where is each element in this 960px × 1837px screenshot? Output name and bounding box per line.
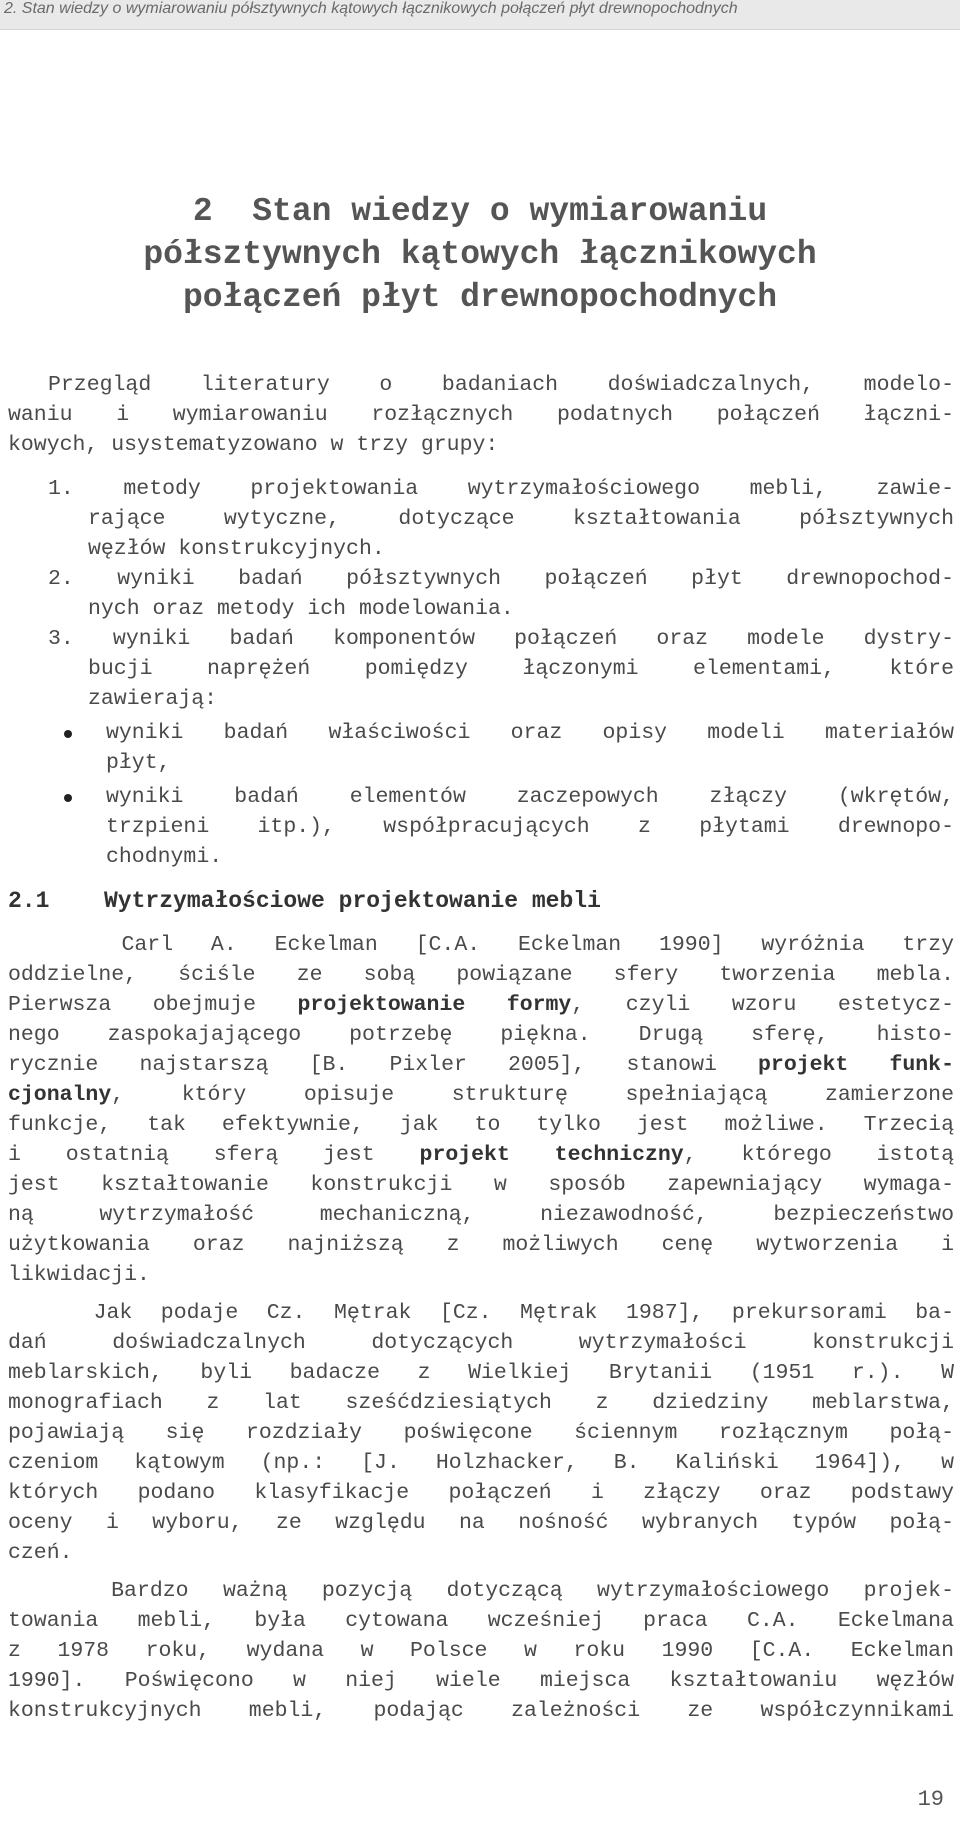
text-line: zawierają:	[88, 687, 218, 711]
text-line: bucji naprężeń pomiędzy łączonymi elementami, które	[88, 657, 954, 681]
text-line: towania mebli, była cytowana wcześniej praca C.A. Eckelmana	[8, 1609, 954, 1633]
bold-term: cjonalny	[8, 1083, 112, 1107]
section-heading	[8, 886, 954, 916]
bullet-icon	[64, 730, 72, 738]
text-line: Carl A. Eckelman [C.A. Eckelman 1990] wyróżnia trzy	[8, 933, 954, 957]
text-line: nych oraz metody ich modelowania.	[88, 597, 514, 621]
text-line: których podano klasyfikacje połączeń i złączy oraz podstawy	[8, 1481, 954, 1505]
section-title: Wytrzymałościowe projektowanie mebli	[104, 888, 601, 914]
numbered-list-item	[48, 474, 954, 564]
text-line: monografiach z lat sześćdziesiątych z dziedziny meblarstwa,	[8, 1391, 954, 1415]
chapter-title-line: półsztywnych kątowych łącznikowych	[143, 236, 817, 273]
text-line: czeń.	[8, 1541, 73, 1565]
paragraph	[8, 1298, 954, 1568]
text-line: kowych, usystematyzowano w trzy grupy:	[8, 433, 499, 457]
text-line: 2. wyniki badań półsztywnych połączeń płyt drewnopochod-	[48, 567, 954, 591]
text-line: Jak podaje Cz. Mętrak [Cz. Mętrak 1987], prekursorami ba-	[8, 1301, 954, 1325]
text-line: nego zaspokajającego potrzebę piękna. Drugą sferę, histo-	[8, 1023, 954, 1047]
text-line: jest kształtowanie konstrukcji w sposób zapewniający wymaga-	[8, 1173, 954, 1197]
bold-term: projekt funk-	[758, 1053, 954, 1077]
text-line: Bardzo ważną pozycją dotyczącą wytrzymałościowego projek-	[8, 1579, 954, 1603]
text-line: oceny i wyboru, ze względu na nośność wybranych typów połą-	[8, 1511, 954, 1535]
text-line: trzpieni itp.), współpracujących z płytami drewnopo-	[106, 815, 954, 839]
text-line: chodnymi.	[106, 845, 223, 869]
section-number: 2.1	[8, 888, 50, 914]
chapter-title	[0, 190, 960, 319]
bold-term: projektowanie formy	[297, 993, 572, 1017]
text-line: ną wytrzymałość mechaniczną, niezawodność, bezpieczeństwo	[8, 1203, 954, 1227]
text-line: 1. metody projektowania wytrzymałościowego mebli, zawie-	[48, 477, 954, 501]
text-line: pojawiają się rozdziały poświęcone ściennym rozłącznym połą-	[8, 1421, 954, 1445]
text-line: likwidacji.	[8, 1263, 150, 1287]
text-line: meblarskich, byli badacze z Wielkiej Brytanii (1951 r.). W	[8, 1361, 954, 1385]
text-line: węzłów konstrukcyjnych.	[88, 537, 385, 561]
text-line: cjonalny, który opisuje strukturę spełniającą zamierzone	[8, 1083, 954, 1107]
paragraph	[8, 1576, 954, 1726]
text-line: czeniom kątowym (np.: [J. Holzhacker, B. Kaliński 1964]), w	[8, 1451, 954, 1475]
bullet-item	[106, 782, 954, 872]
numbered-list-item	[48, 624, 954, 714]
text-line: waniu i wymiarowaniu rozłącznych podatnych połączeń łączni-	[8, 403, 954, 427]
text-line: Pierwsza obejmuje projektowanie formy, czyli wzoru estetycz-	[8, 993, 955, 1017]
text-line: dań doświadczalnych dotyczących wytrzymałości konstrukcji	[8, 1331, 954, 1355]
bullet-item	[106, 718, 954, 778]
bold-term: projekt techniczny	[419, 1143, 684, 1167]
text-line: z 1978 roku, wydana w Polsce w roku 1990 [C.A. Eckelman	[8, 1639, 954, 1663]
text-line: konstrukcyjnych mebli, podając zależności ze współczynnikami	[8, 1699, 954, 1723]
page-body	[8, 370, 954, 1726]
numbered-list-item	[48, 564, 954, 624]
intro-paragraph	[8, 370, 954, 460]
bullet-icon	[64, 794, 72, 802]
numbered-list	[8, 474, 954, 714]
chapter-title-line: połączeń płyt drewnopochodnych	[182, 279, 778, 316]
running-header: 2. Stan wiedzy o wymiarowaniu półsztywnych kątowych łącznikowych połączeń płyt drewnopochodnych	[0, 0, 960, 30]
text-line: płyt,	[106, 751, 171, 775]
text-line: Przegląd literatury o badaniach doświadczalnych, modelo-	[48, 373, 954, 397]
text-line: 3. wyniki badań komponentów połączeń oraz modele dystry-	[48, 627, 954, 651]
text-line: wyniki badań właściwości oraz opisy modeli materiałów	[106, 721, 954, 745]
bullet-list	[8, 718, 954, 872]
page-number: 19	[917, 1787, 944, 1812]
text-line: 1990]. Poświęcono w niej wiele miejsca kształtowaniu węzłów	[8, 1669, 954, 1693]
text-line: oddzielne, ściśle ze sobą powiązane sfery tworzenia mebla.	[8, 963, 954, 987]
text-line: rycznie najstarszą [B. Pixler 2005], stanowi projekt funk-	[8, 1053, 954, 1077]
chapter-title-line: 2 Stan wiedzy o wymiarowaniu	[192, 193, 768, 230]
text-line: i ostatnią sferą jest projekt techniczny, którego istotą	[8, 1143, 954, 1167]
text-line: wyniki badań elementów zaczepowych złączy (wkrętów,	[106, 785, 954, 809]
text-line: rające wytyczne, dotyczące kształtowania półsztywnych	[88, 507, 954, 531]
paragraph	[8, 930, 954, 1290]
text-line: użytkowania oraz najniższą z możliwych cenę wytworzenia i	[8, 1233, 954, 1257]
text-line: funkcje, tak efektywnie, jak to tylko jest możliwe. Trzecią	[8, 1113, 954, 1137]
